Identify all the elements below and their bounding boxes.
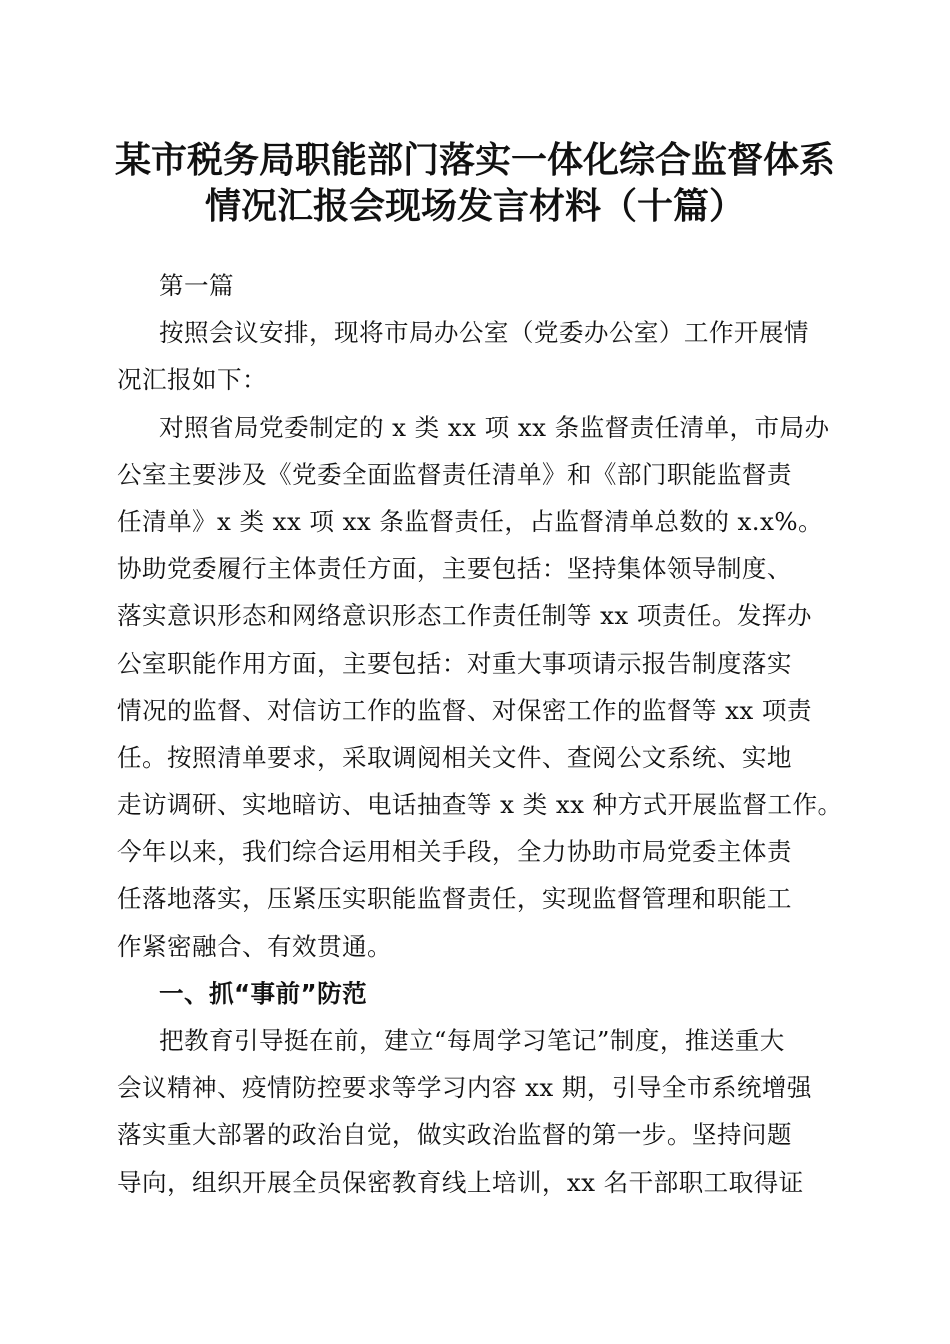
paragraph-line: 对照省局党委制定的 x 类 xx 项 xx 条监督责任清单，市局办: [159, 412, 830, 442]
section-heading: 一、抓“事前”防范: [159, 978, 368, 1008]
paragraph-line: 况汇报如下：: [117, 365, 267, 395]
paragraph-line: 落实意识形态和网络意识形态工作责任制等 xx 项责任。发挥办: [117, 601, 812, 631]
paragraph-line: 任清单》x 类 xx 项 xx 条监督责任，占监督清单总数的 x.x%。: [117, 506, 824, 536]
section-label: 第一篇: [159, 271, 234, 300]
document-title-line-1: 某市税务局职能部门落实一体化综合监督体系: [114, 139, 835, 181]
paragraph-line: 按照会议安排，现将市局办公室（党委办公室）工作开展情: [159, 318, 809, 348]
paragraph-line: 作紧密融合、有效贯通。: [117, 931, 392, 961]
paragraph-line: 任落地落实，压紧压实职能监督责任，实现监督管理和职能工: [117, 884, 792, 914]
paragraph-line: 任。按照清单要求，采取调阅相关文件、查阅公文系统、实地: [117, 742, 792, 772]
paragraph-line: 公室主要涉及《党委全面监督责任清单》和《部门职能监督责: [117, 459, 792, 489]
document-title-line-2: 情况汇报会现场发言材料（十篇）: [204, 185, 745, 227]
document-body: [117, 262, 843, 1206]
paragraph-line: 今年以来，我们综合运用相关手段，全力协助市局党委主体责: [117, 837, 792, 867]
paragraph-line: 导向，组织开展全员保密教育线上培训，xx 名干部职工取得证: [117, 1167, 804, 1197]
paragraph-line: 情况的监督、对信访工作的监督、对保密工作的监督等 xx 项责: [117, 695, 812, 725]
paragraph-line: 协助党委履行主体责任方面，主要包括：坚持集体领导制度、: [117, 554, 792, 584]
paragraph-line: 会议精神、疫情防控要求等学习内容 xx 期，引导全市系统增强: [117, 1073, 812, 1103]
paragraph-line: 公室职能作用方面，主要包括：对重大事项请示报告制度落实: [117, 648, 792, 678]
paragraph-line: 落实重大部署的政治自觉，做实政治监督的第一步。坚持问题: [117, 1120, 792, 1150]
paragraph-line: 走访调研、实地暗访、电话抽查等 x 类 xx 种方式开展监督工作。: [117, 790, 843, 820]
paragraph-line: 把教育引导挺在前，建立“每周学习笔记”制度，推送重大: [159, 1026, 785, 1055]
